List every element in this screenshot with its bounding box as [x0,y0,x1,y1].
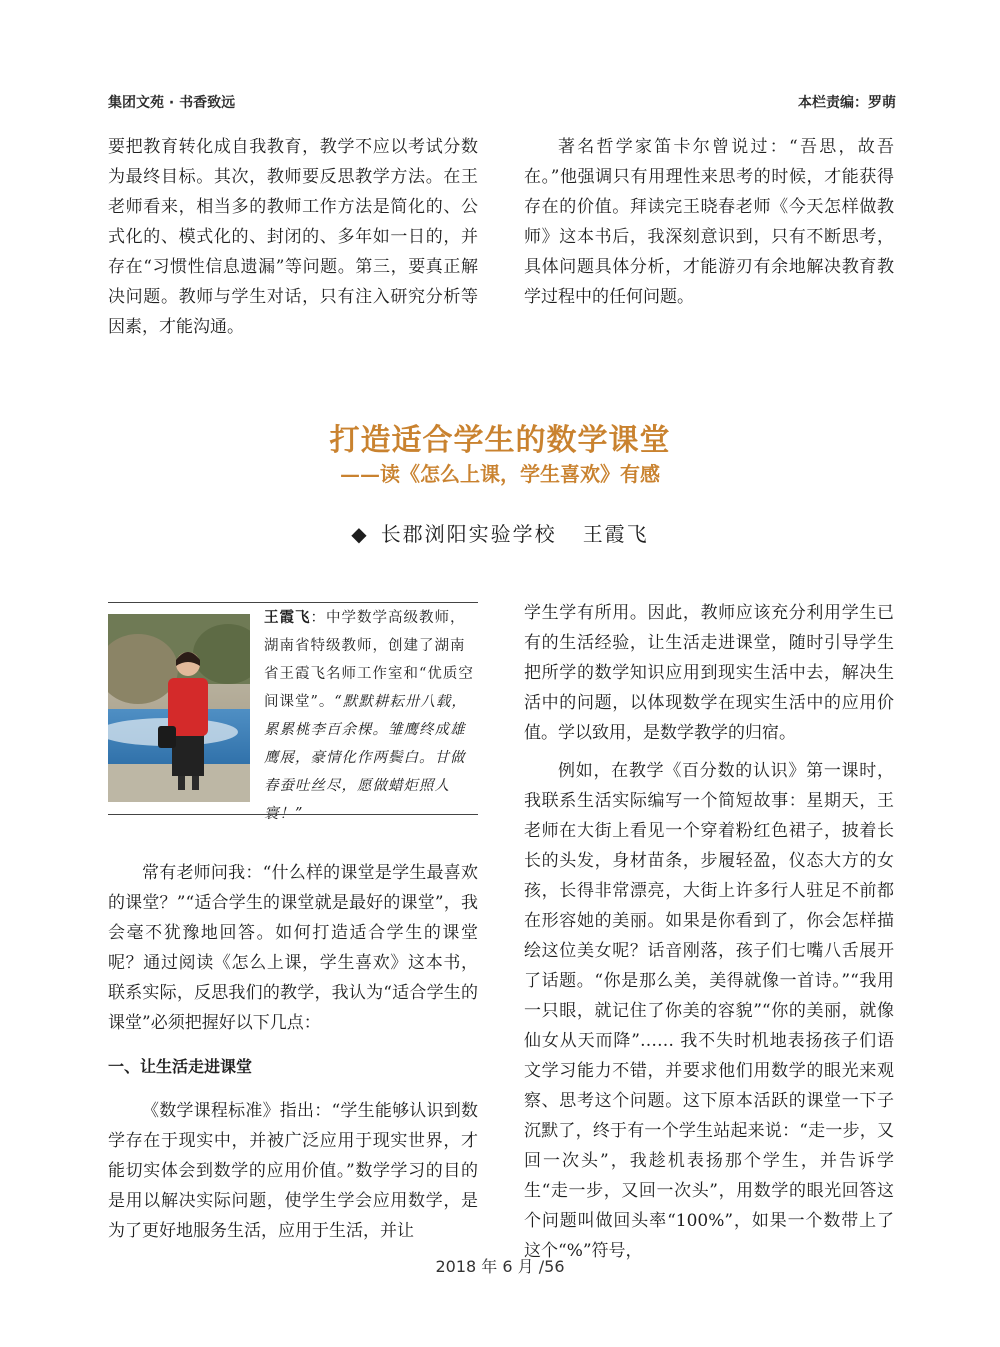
byline [0,518,1000,547]
author-name: 王霞飞 [582,522,649,546]
left-column [108,858,478,1246]
top-left-column [108,132,478,342]
column-editor: 本栏责编：罗萌 [798,95,896,111]
bio-text: ：中学数学高级教师，湖南省特级教师，创建了湖南省王霞飞名师工作室和“优质空间课堂”。 [264,610,474,710]
top-right-column [524,132,894,312]
right-column [524,598,894,1266]
author-photo-image [108,614,250,802]
author-bio [264,604,476,828]
bio-top-rule [108,602,478,603]
diamond-icon: ◆ [351,522,369,546]
bio-bottom-rule [108,814,478,815]
paragraph: 常有老师问我：“什么样的课堂是学生最喜欢的课堂？”“适合学生的课堂就是最好的课堂”，我会毫不犹豫地回答。如何打造适合学生的课堂呢？通过阅读《怎么上课，学生喜欢》这本书，联系实际，反思我们的教学，我认为“适合学生的课堂”必须把握好以下几点： [108,863,478,1033]
paragraph: 著名哲学家笛卡尔曾说过：“吾思，故吾在。”他强调只有用理性来思考的时候，才能获得存在的价值。拜读完王晓春老师《今天怎样做教师》这本书后，我深刻意识到，只有不断思考，具体问题具体分析，才能游刃有余地解决教育教学过程中的任何问题。 [524,137,894,307]
paragraph: 《数学课程标准》指出：“学生能够认识到数学存在于现实中，并被广泛应用于现实世界，才能切实体会到数学的应用价值。”数学学习的目的是用以解决实际问题，使学生学会应用数学，是为了更好地服务生活，应用于生活，并让 [108,1101,478,1241]
author-school: 长郡浏阳实验学校 [380,522,557,546]
article-title: 打造适合学生的数学课堂 [329,423,671,458]
bio-name: 王霞飞 [264,609,311,626]
column-name: 集团文苑 · 书香致远 [108,95,236,111]
paragraph: 要把教育转化成自我教育，教学不应以考试分数为最终目标。其次，教师要反思教学方法。在王老师看来，相当多的教师工作方法是简化的、公式化的、模式化的、封闭的、多年如一日的，并存在“习惯性信息遗漏”等问题。第三，要真正解决问题。教师与学生对话，只有注入研究分析等因素，才能沟通。 [108,137,478,337]
paragraph: 例如，在教学《百分数的认识》第一课时，我联系生活实际编写一个简短故事：星期天，王老师在大街上看见一个穿着粉红色裙子，披着长长的头发，身材苗条，步履轻盈，仪态大方的女孩，长得非常漂亮，大街上许多行人驻足不前都在形容她的美丽。如果是你看到了，你会怎样描绘这位美女呢？话音刚落，孩子们七嘴八舌展开了话题。“你是那么美，美得就像一首诗。”“我用一只眼，就记住了你美的容貌”“你的美丽，就像仙女从天而降”…… 我不失时机地表扬孩子们语文学习能力不错，并要求他们用数学的眼光来观察、思考这个问题。这下原本活跃的课堂一下子沉默了，终于有一个学生站起来说：“走一步，又回一次头”，我趁机表扬那个学生，并告诉学生“走一步，又回一次头”，用数学的眼光回答这个问题叫做回头率“100%”，如果一个数带上了这个“%”符号， [524,761,894,1261]
author-photo [108,614,250,802]
page-footer: 2018 年 6 月 /56 [435,1257,565,1276]
section-heading: 一、让生活走进课堂 [108,1057,253,1076]
bio-quote: “默默耕耘卅八载，累累桃李百余棵。雏鹰终成雄鹰展，豪情化作两鬓白。甘做春蚕吐丝尽，愿做蜡炬照人寰！” [264,694,467,822]
paragraph: 学生学有所用。因此，教师应该充分利用学生已有的生活经验，让生活走进课堂，随时引导学生把所学的数学知识应用到现实生活中去，解决生活中的问题，以体现数学在现实生活中的应用价值。学以致用，是数学教学的归宿。 [524,603,894,743]
article-subtitle: ——读《怎么上课，学生喜欢》有感 [340,462,660,486]
